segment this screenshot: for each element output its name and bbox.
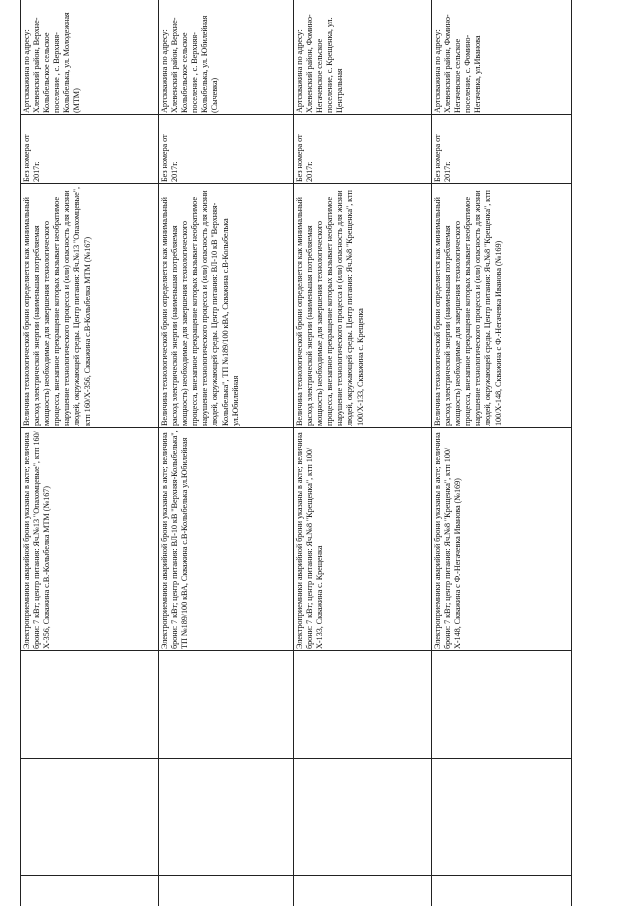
row-4-details: Без номера от 2017г. (433, 134, 453, 182)
row-2-emergency: Электроприемники аварийной брони указаны в акте; величина брони: 7 кВт; центр питания: ВЛ-10 кВ "Верхняя-Колыбелька", ТП №189/100 кВА, Скважина с.В-Колыбелька ул.Юбилейная (160, 430, 190, 649)
row-1-emergency: Электроприемники аварийной брони указаны в акте; величина брони: 7 кВт; центр питания: Яч.№13 "Опахомцевые", ктп 160/Х-356, Скважина с.В.-Колыбелка МТМ (№167) (22, 431, 52, 649)
row-1-object: Артскважина по адресу: Хлевенский район, Верхне-Колыбельское сельское поселение , с. Верхняя-Колыбелька, ул. Молодежная (МТМ) (22, 12, 82, 113)
row-3-details: Без номера от 2017г. (295, 134, 315, 182)
row-3-emergency: Электроприемники аварийной брони указаны в акте; величина брони: 7 кВт; центр питания: Яч.№8 "Крещенка", ктп 100/Х-133, Скважина с. Крещенка (295, 432, 325, 649)
row-2-description: Величина технологической брони определяется как минимальный расход электрической энергии (наименьшая потребляемая мощность) необходимые для завершения технологического процесса, внезапное прекращение которых вызывает необратимое нарушение технологического процесса и (или) опасность для жизни людей, окружающей среды. Центр питания: ВЛ-10 кВ "Верхняя-Колыбелька", ТП №189/100 кВА, Скважина с.В-Колыбелька ул.Юбилейная (160, 190, 240, 426)
row-2-details: Без номера от 2017г. (160, 134, 180, 182)
row-3-description: Величина технологической брони определяется как минимальный расход электрической энергии (наименьшая потребляемая мощность) необходимые для завершения технологического процесса, внезапное прекращение которых вызывает необратимое нарушение технологического процесса и (или) опасность для жизни людей, окружающей среды. Центр питания: Яч.№8 "Крещенка", ктп 100/Х-133, Скважина с. Крещенка (295, 190, 365, 426)
row-3-object: Артскважина по адресу: Хлевенский район, Фомино-Негачевское сельское поселение, с. Крещенка, ул. Центральная (295, 14, 345, 113)
row-1-details: Без номера от 2017г. (22, 134, 42, 182)
page-line-2 (20, 875, 571, 876)
row-2-object: Артскважина по адресу: Хлевенский район, Верхне-Колыбельское сельское поселение , с. Верхняя-Колыбелька, ул. Юбилейная (Сычевка) (160, 15, 220, 113)
row-1-description: Величина технологической брони определяется как минимальный расход электрической энергии (наименьшая потребляемая мощность) необходимые для завершения технологического процесса, внезапное прекращение которых вызывает необратимое нарушение технологического процесса и (или) опасность для жизни людей, окружающей среды. Центр питания: Яч.№13 "Опахомцевые", ктп 160/Х-356, Скважина с.В-Колыбелка МТМ (№167) (22, 187, 92, 426)
row-border-bottom (571, 0, 572, 906)
row-4-object: Артскважина по адресу: Хлевенский район, Фомино-Негачевское сельское поселение, с. Фомино-Негачевка, ул.Иванова (433, 14, 483, 113)
row-4-description: Величина технологической брони определяется как минимальный расход электрической энергии (наименьшая потребляемая мощность) необходимые для завершения технологического процесса, внезапное прекращение которых вызывает необратимое нарушение технологического процесса и (или) опасность для жизни людей, окружающей среды. Центр питания: Яч.№8 "Крещенка", ктп 100/Х-148, Скважина с Ф.-Негачевка Иванова (№169) (433, 190, 503, 426)
row-4-emergency: Электроприемники аварийной брони указаны в акте; величина брони: 7 кВт; центр питания: Яч.№8 "Крещенка", ктп 100/Х-148, Скважина с Ф.-Негачевка Иванова (№169) (433, 432, 463, 649)
page-line-1 (20, 758, 571, 759)
